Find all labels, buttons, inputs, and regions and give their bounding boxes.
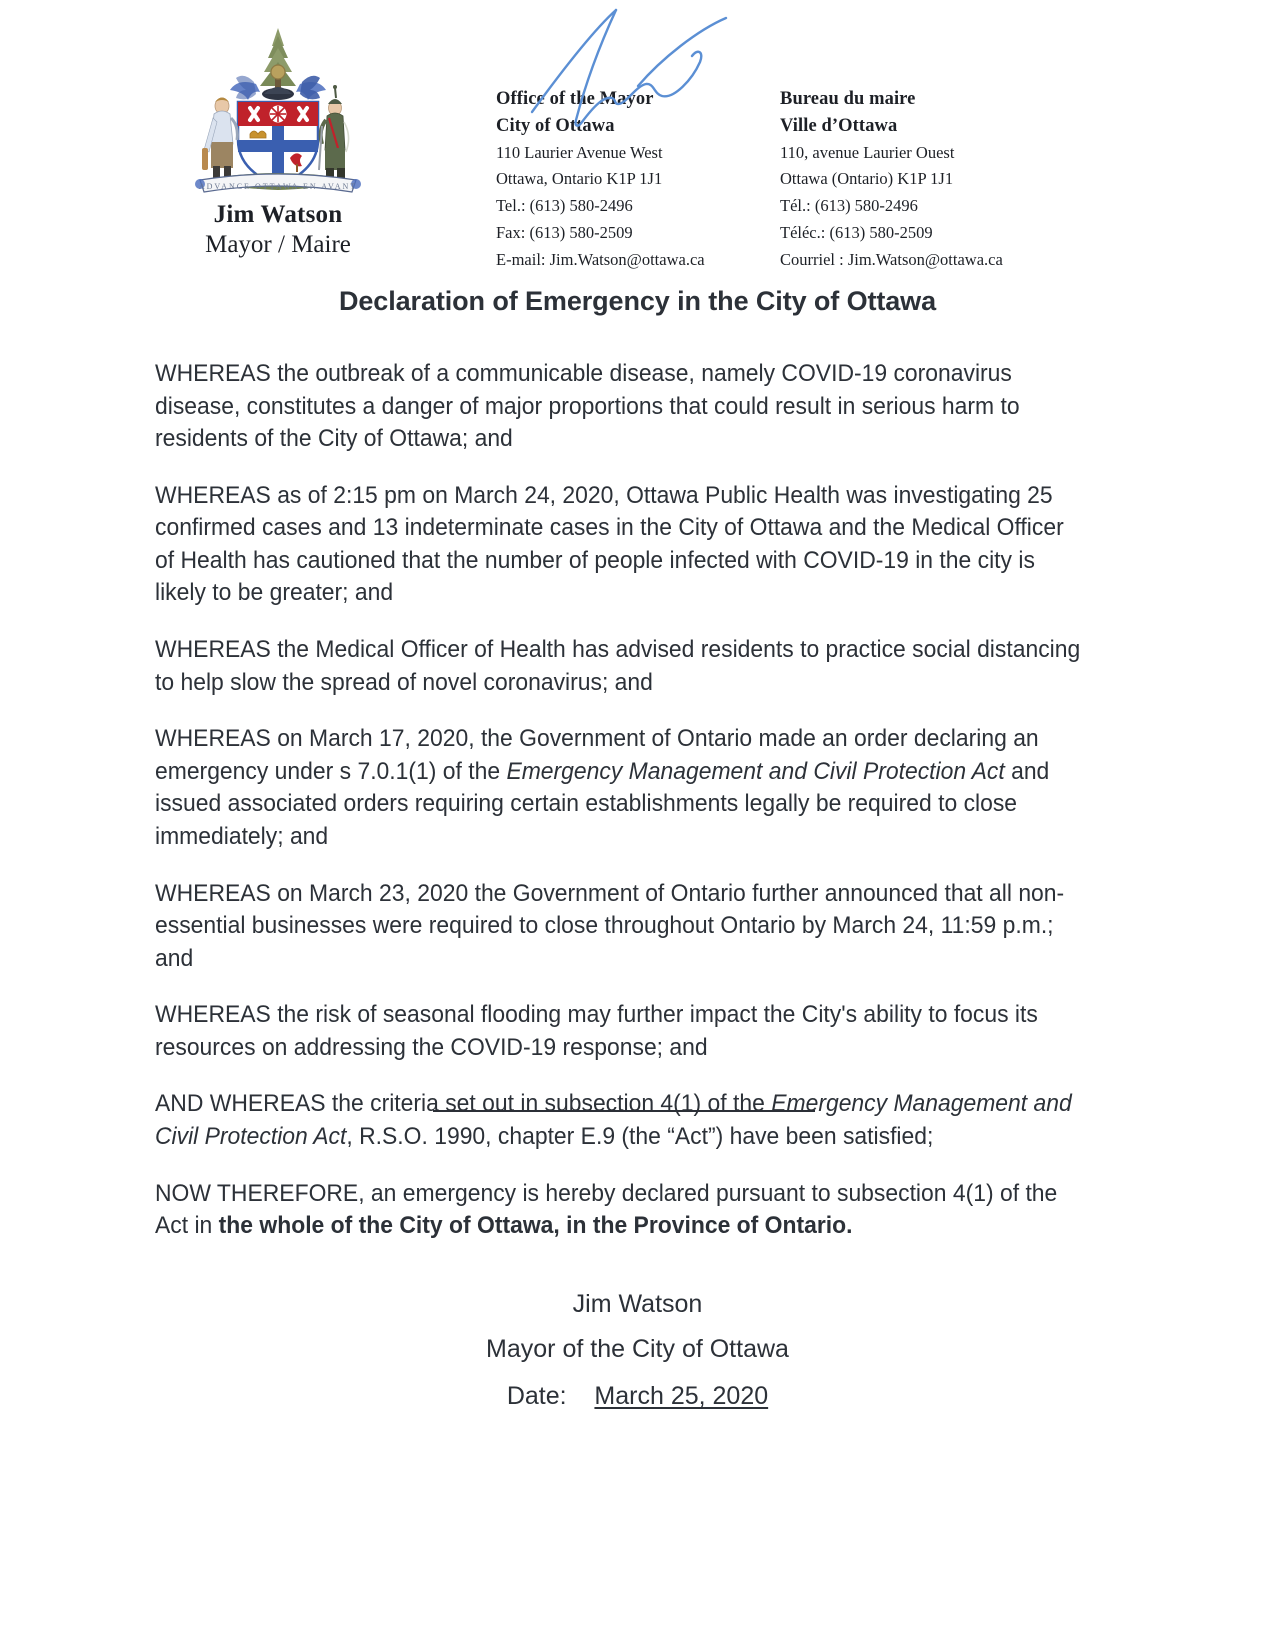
signature-line: [433, 1110, 815, 1112]
paragraph-whereas-3: WHEREAS the Medical Officer of Health has advised residents to practice social distancing to help slow the spread of novel coronavirus; and: [155, 636, 1081, 696]
paragraph-whereas-1: WHEREAS the outbreak of a communicable disease, namely COVID-19 coronavirus disease, constitutes a danger of major proportions that could result in serious harm to residents of the City of Ottawa; and: [155, 360, 1020, 453]
paragraph-whereas-5: WHEREAS on March 23, 2020 the Government of Ontario further announced that all non-essential businesses were required to close throughout Ontario by March 24, 11:59 p.m.; and: [155, 879, 1065, 972]
address-fr-phone: Tél.: (613) 580-2496: [780, 196, 918, 216]
address-fr-email: Courriel : Jim.Watson@ottawa.ca: [780, 249, 1003, 269]
date-value: March 25, 2020: [594, 1382, 769, 1410]
address-en-line4: Ottawa, Ontario K1P 1J1: [496, 169, 663, 189]
address-fr-line2: Ville d’Ottawa: [780, 115, 898, 136]
paragraph-whereas-6: WHEREAS the risk of seasonal flooding may further impact the City's ability to focus its resources on addressing the COVID-19 response; and: [155, 1001, 1038, 1061]
address-fr-fax: Téléc.: (613) 580-2509: [780, 222, 933, 242]
crest-block: [118, 22, 438, 260]
signature-date-row: [0, 1382, 1275, 1411]
document-body: [155, 358, 1085, 1267]
paragraph-whereas-2: WHEREAS as of 2:15 pm on March 24, 2020, Ottawa Public Health was investigating 25 confirmed cases and 13 indeterminate cases in the City of Ottawa and the Medical Officer of Health has cautioned that the number of people infected with COVID-19 in the city is likely to be greater; and: [155, 481, 1064, 607]
address-fr-line3: 110, avenue Laurier Ouest: [780, 142, 955, 162]
page-title: Declaration of Emergency in the City of Ottawa: [338, 286, 937, 316]
address-en-line2: City of Ottawa: [496, 115, 615, 136]
address-block-french: [780, 86, 1003, 273]
signature-ink: [520, 8, 780, 143]
mayor-name: Jim Watson: [213, 201, 343, 228]
address-fr-line4: Ottawa (Ontario) K1P 1J1: [780, 169, 954, 189]
handwritten-signature-icon: [520, 8, 780, 138]
paragraph-now-therefore: NOW THEREFORE, an emergency is hereby declared pursuant to subsection 4(1) of the Act in the whole of the City of Ottawa, in the Province of Ontario.: [155, 1179, 1058, 1240]
address-en-phone: Tel.: (613) 580-2496: [496, 196, 633, 216]
address-en-line3: 110 Laurier Avenue West: [496, 142, 663, 162]
paragraph-and-whereas: AND WHEREAS the criteria set out in subsection 4(1) of the Emergency Management and Civil Protection Act, R.S.O. 1990, chapter E.9 (the “Act”) have been satisfied;: [155, 1090, 1072, 1150]
mayor-title: Mayor / Maire: [205, 230, 351, 258]
address-en-email: E-mail: Jim.Watson@ottawa.ca: [496, 249, 705, 269]
svg-text:ADVANCE OTTAWA EN AVANT: ADVANCE OTTAWA EN AVANT: [198, 182, 357, 191]
signatory-role: Mayor of the City of Ottawa: [486, 1335, 789, 1363]
address-fr-line1: Bureau du maire: [780, 89, 916, 109]
signatory-name: Jim Watson: [572, 1290, 703, 1318]
paragraph-whereas-4: WHEREAS on March 17, 2020, the Government of Ontario made an order declaring an emergency under s 7.0.1(1) of the Emergency Management and Civil Protection Act and issued associated orders requiring certain establishments legally be required to close immediately; and: [155, 725, 1050, 850]
address-en-fax: Fax: (613) 580-2509: [496, 222, 633, 242]
address-en-line1: Office of the Mayor: [496, 89, 654, 109]
city-of-ottawa-coat-of-arms-icon: [186, 22, 371, 197]
date-label: Date:: [506, 1382, 567, 1410]
